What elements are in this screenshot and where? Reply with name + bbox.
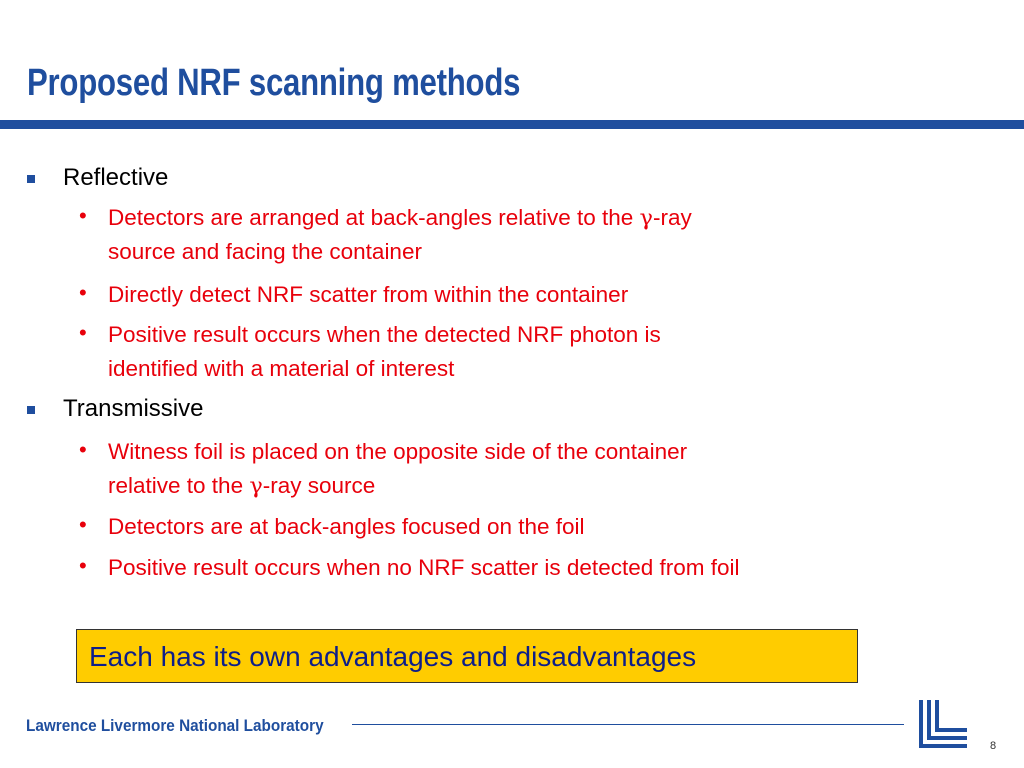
footer-divider xyxy=(352,724,904,725)
callout-box xyxy=(76,629,858,683)
bullet-transmissive: Transmissive xyxy=(63,395,204,422)
slide-title: Proposed NRF scanning methods xyxy=(27,62,521,104)
sub-bullet-text: Witness foil is placed on the opposite side of the container xyxy=(108,439,688,464)
sub-bullet-text: Detectors are arranged at back-angles relative to the γ-ray xyxy=(108,205,692,231)
sub-bullet-text-continued: identified with a material of interest xyxy=(108,356,455,381)
round-bullet-icon: • xyxy=(79,203,87,228)
square-bullet-icon xyxy=(27,175,35,183)
title-divider xyxy=(0,120,1024,129)
llnl-logo xyxy=(917,698,971,750)
round-bullet-icon: • xyxy=(79,320,87,345)
gamma-symbol: γ xyxy=(639,205,653,231)
round-bullet-icon: • xyxy=(79,512,87,537)
page-number: 8 xyxy=(990,740,997,752)
callout-text: Each has its own advantages and disadvantages xyxy=(89,641,697,672)
sub-bullet-text: Directly detect NRF scatter from within the container xyxy=(108,282,629,307)
footer-lab-name: Lawrence Livermore National Laboratory xyxy=(26,716,324,735)
sub-bullet-text-continued: relative to the γ-ray source xyxy=(108,473,376,499)
sub-bullet-text-continued: source and facing the container xyxy=(108,239,422,264)
gamma-symbol: γ xyxy=(249,473,263,499)
sub-bullet-text: Detectors are at back-angles focused on the foil xyxy=(108,514,585,539)
round-bullet-icon: • xyxy=(79,280,87,305)
round-bullet-icon: • xyxy=(79,437,87,462)
round-bullet-icon: • xyxy=(79,553,87,578)
bullet-reflective: Reflective xyxy=(63,164,169,191)
sub-bullet-text: Positive result occurs when the detected NRF photon is xyxy=(108,322,661,347)
sub-bullet-text: Positive result occurs when no NRF scatter is detected from foil xyxy=(108,555,740,580)
square-bullet-icon xyxy=(27,406,35,414)
